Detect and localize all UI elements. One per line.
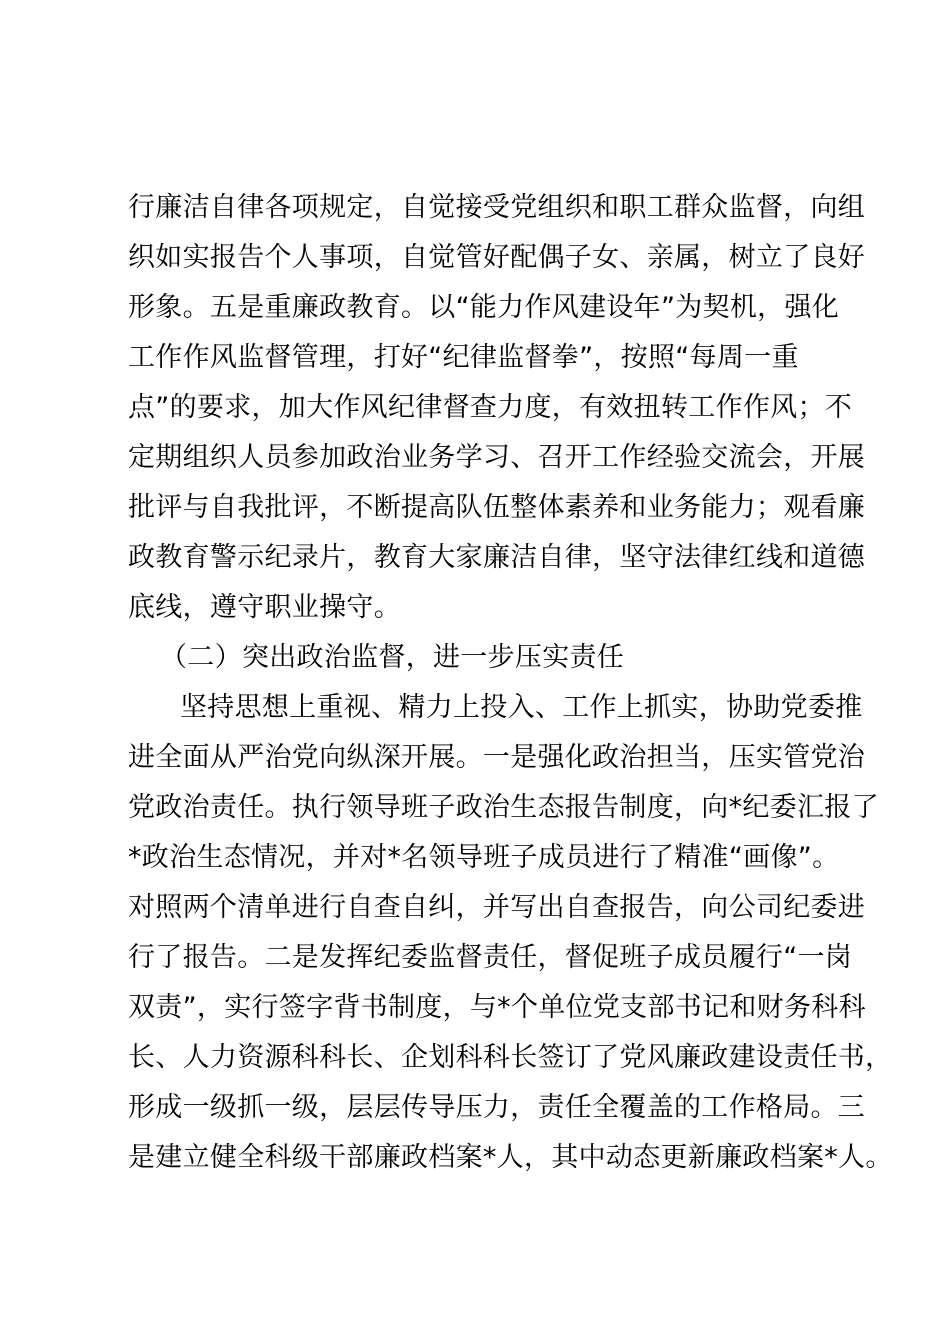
body-text-line: 双责”，实行签字背书制度，与*个单位党支部书记和财务科科 — [128, 992, 866, 1023]
body-text-line: 进全面从严治党向纵深开展。一是强化政治担当，压实管党治 — [128, 742, 866, 773]
body-text-line: 织如实报告个人事项，自觉管好配偶子女、亲属，树立了良好 — [128, 242, 866, 273]
body-text-line: 行了报告。二是发挥纪委监督责任，督促班子成员履行“一岗 — [128, 942, 853, 973]
body-text-line: 党政治责任。执行领导班子政治生态报告制度，向*纪委汇报了 — [128, 792, 879, 823]
body-text-line: 长、人力资源科科长、企划科科长签订了党风廉政建设责任书， — [128, 1042, 893, 1073]
body-text-line: 工作作风监督管理，打好“纪律监督拳”，按照“每周一重 — [128, 342, 799, 373]
body-text-line: 行廉洁自律各项规定，自觉接受党组织和职工群众监督，向组 — [128, 192, 866, 223]
section-heading: （二）突出政治监督，进一步压实责任 — [160, 642, 625, 673]
body-text-line: 批评与自我批评，不断提高队伍整体素养和业务能力；观看廉 — [128, 492, 866, 523]
body-text-line: 点”的要求，加大作风纪律督查力度，有效扭转工作作风；不 — [128, 392, 853, 423]
body-text-line: 政教育警示纪录片，教育大家廉洁自律，坚守法律红线和道德 — [128, 542, 866, 573]
body-text-line: 定期组织人员参加政治业务学习、召开工作经验交流会，开展 — [128, 442, 866, 473]
body-text-line: 是建立健全科级干部廉政档案*人，其中动态更新廉政档案*人。 — [128, 1142, 893, 1173]
body-text-line: *政治生态情况，并对*名领导班子成员进行了精准“画像”。 — [128, 842, 840, 873]
paragraph-first-line: 坚持思想上重视、精力上投入、工作上抓实，协助党委推 — [180, 692, 863, 723]
body-text-line: 形成一级抓一级，层层传导压力，责任全覆盖的工作格局。三 — [128, 1092, 866, 1123]
body-text-line: 底线，遵守职业操守。 — [128, 592, 401, 623]
body-text-line: 对照两个清单进行自查自纠，并写出自查报告，向公司纪委进 — [128, 892, 866, 923]
body-text-line: 形象。五是重廉政教育。以“能力作风建设年”为契机，强化 — [128, 292, 840, 323]
